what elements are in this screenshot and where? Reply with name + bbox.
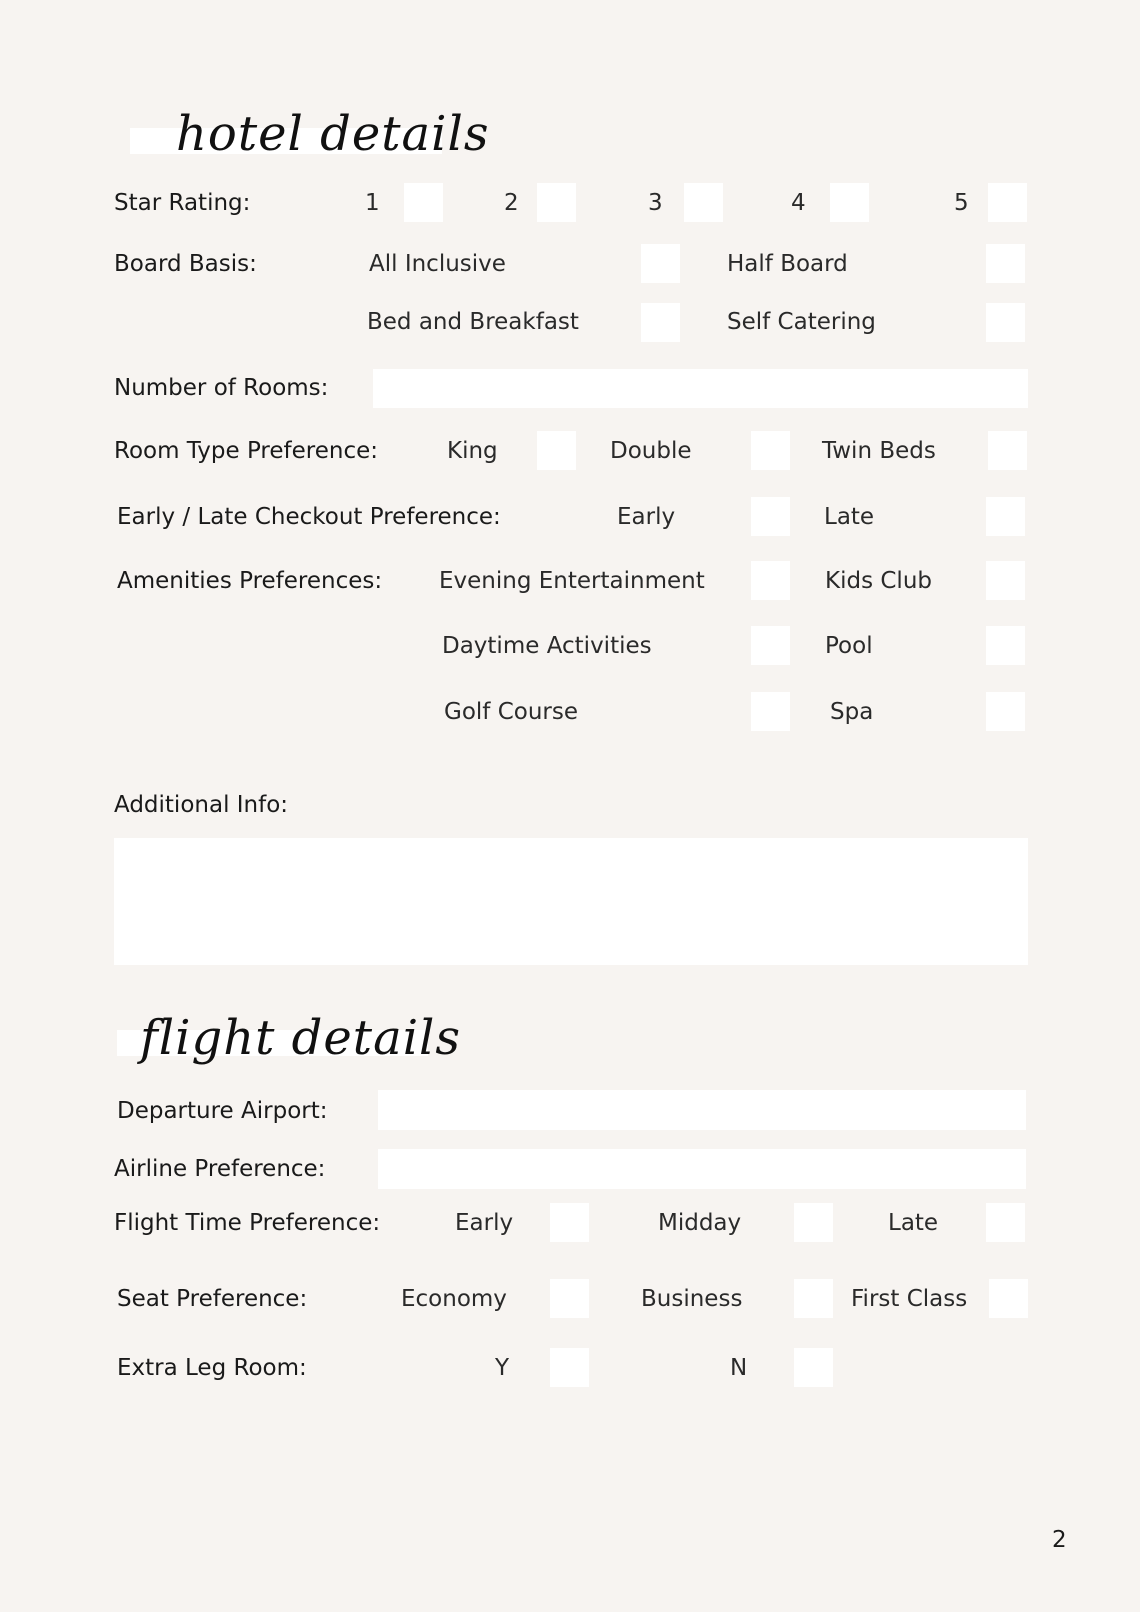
flight-midday-checkbox[interactable] xyxy=(794,1203,833,1242)
pool-label: Pool xyxy=(825,633,873,659)
number-of-rooms-label: Number of Rooms: xyxy=(114,375,329,401)
half-board-label: Half Board xyxy=(727,251,848,277)
first-class-checkbox[interactable] xyxy=(989,1279,1028,1318)
flight-early-checkbox[interactable] xyxy=(550,1203,589,1242)
star-rating-label: Star Rating: xyxy=(114,190,251,216)
golf-course-label: Golf Course xyxy=(444,699,578,725)
star-1-checkbox[interactable] xyxy=(404,183,443,222)
checkout-late-checkbox[interactable] xyxy=(986,497,1025,536)
evening-entertainment-checkbox[interactable] xyxy=(751,561,790,600)
twin-beds-label: Twin Beds xyxy=(822,438,936,464)
departure-airport-field[interactable] xyxy=(378,1090,1026,1130)
daytime-activities-label: Daytime Activities xyxy=(442,633,652,659)
business-label: Business xyxy=(641,1286,743,1312)
self-catering-label: Self Catering xyxy=(727,309,876,335)
evening-entertainment-label: Evening Entertainment xyxy=(439,568,705,594)
half-board-checkbox[interactable] xyxy=(986,244,1025,283)
flight-time-label: Flight Time Preference: xyxy=(114,1210,381,1236)
board-basis-label: Board Basis: xyxy=(114,251,257,277)
star-option-2-label: 2 xyxy=(504,190,519,216)
double-label: Double xyxy=(610,438,692,464)
star-4-checkbox[interactable] xyxy=(830,183,869,222)
page-number: 2 xyxy=(1052,1527,1067,1553)
business-checkbox[interactable] xyxy=(794,1279,833,1318)
star-option-5-label: 5 xyxy=(954,190,969,216)
star-2-checkbox[interactable] xyxy=(537,183,576,222)
flight-late-checkbox[interactable] xyxy=(986,1203,1025,1242)
flight-midday-label: Midday xyxy=(658,1210,742,1236)
star-option-4-label: 4 xyxy=(791,190,806,216)
legroom-no-label: N xyxy=(730,1355,748,1381)
daytime-activities-checkbox[interactable] xyxy=(751,626,790,665)
double-checkbox[interactable] xyxy=(751,431,790,470)
checkout-preference-label: Early / Late Checkout Preference: xyxy=(117,504,501,530)
seat-preference-label: Seat Preference: xyxy=(117,1286,308,1312)
twin-beds-checkbox[interactable] xyxy=(988,431,1027,470)
number-of-rooms-field[interactable] xyxy=(373,369,1028,408)
checkout-early-checkbox[interactable] xyxy=(751,497,790,536)
kids-club-label: Kids Club xyxy=(825,568,932,594)
amenities-label: Amenities Preferences: xyxy=(117,568,383,594)
economy-checkbox[interactable] xyxy=(550,1279,589,1318)
flight-early-label: Early xyxy=(455,1210,514,1236)
hotel-details-heading: hotel details xyxy=(176,106,490,162)
checkout-early-label: Early xyxy=(617,504,676,530)
legroom-no-checkbox[interactable] xyxy=(794,1348,833,1387)
additional-info-label: Additional Info: xyxy=(114,792,289,818)
spa-label: Spa xyxy=(830,699,874,725)
kids-club-checkbox[interactable] xyxy=(986,561,1025,600)
airline-preference-field[interactable] xyxy=(378,1149,1026,1189)
all-inclusive-label: All Inclusive xyxy=(369,251,506,277)
airline-preference-label: Airline Preference: xyxy=(114,1156,326,1182)
departure-airport-label: Departure Airport: xyxy=(117,1098,328,1124)
flight-details-heading: flight details xyxy=(140,1010,462,1066)
star-5-checkbox[interactable] xyxy=(988,183,1027,222)
self-catering-checkbox[interactable] xyxy=(986,303,1025,342)
room-type-label: Room Type Preference: xyxy=(114,438,378,464)
king-checkbox[interactable] xyxy=(537,431,576,470)
bed-and-breakfast-label: Bed and Breakfast xyxy=(367,309,579,335)
star-option-1-label: 1 xyxy=(365,190,380,216)
bed-and-breakfast-checkbox[interactable] xyxy=(641,303,680,342)
legroom-yes-checkbox[interactable] xyxy=(550,1348,589,1387)
star-option-3-label: 3 xyxy=(648,190,663,216)
checkout-late-label: Late xyxy=(824,504,875,530)
flight-late-label: Late xyxy=(888,1210,939,1236)
golf-course-checkbox[interactable] xyxy=(751,692,790,731)
all-inclusive-checkbox[interactable] xyxy=(641,244,680,283)
star-3-checkbox[interactable] xyxy=(684,183,723,222)
first-class-label: First Class xyxy=(851,1286,968,1312)
spa-checkbox[interactable] xyxy=(986,692,1025,731)
additional-info-field[interactable] xyxy=(114,838,1028,965)
extra-leg-room-label: Extra Leg Room: xyxy=(117,1355,307,1381)
economy-label: Economy xyxy=(401,1286,507,1312)
pool-checkbox[interactable] xyxy=(986,626,1025,665)
king-label: King xyxy=(447,438,498,464)
legroom-yes-label: Y xyxy=(495,1355,510,1381)
